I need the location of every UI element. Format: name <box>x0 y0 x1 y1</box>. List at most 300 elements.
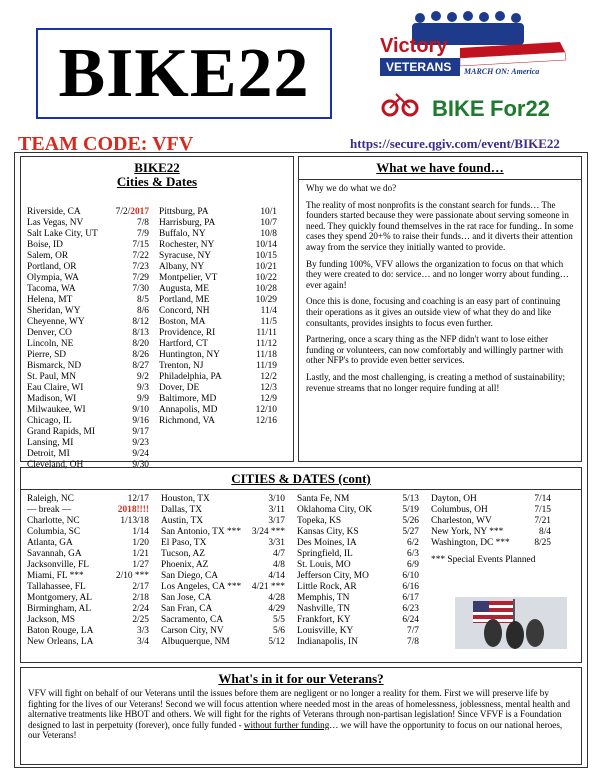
found-paragraph: Why we do what we do? <box>306 183 397 193</box>
city-date: 10/22 <box>255 273 277 283</box>
city-row <box>27 295 149 306</box>
city-date: 9/16 <box>132 416 149 426</box>
city-row <box>27 615 149 626</box>
city-row <box>159 284 277 295</box>
city-name: Portland, OR <box>27 262 77 272</box>
city-row <box>297 582 419 593</box>
city-name: Los Angeles, CA *** <box>161 582 242 592</box>
city-date: 11/18 <box>255 350 277 360</box>
city-row <box>297 604 419 615</box>
vets-text <box>28 688 576 741</box>
city-date: 4/21 *** <box>251 582 285 592</box>
city-date: 5/13 <box>402 494 419 504</box>
city-row <box>27 449 149 460</box>
city-name: Boise, ID <box>27 240 63 250</box>
city-name: Grand Rapids, MI <box>27 427 95 437</box>
city-date: 7/21 <box>534 516 551 526</box>
city-date: 7/8 <box>407 637 419 647</box>
city-date: 2/17 <box>132 582 149 592</box>
city-date: 5/19 <box>402 505 419 515</box>
city-date: 3/4 <box>137 637 149 647</box>
city-row <box>27 571 149 582</box>
city-date: 6/10 <box>402 571 419 581</box>
city-date: 3/11 <box>268 505 285 515</box>
city-date: 10/14 <box>255 240 277 250</box>
city-name: Olympia, WA <box>27 273 79 283</box>
city-date: 7/9 <box>137 229 149 239</box>
city-date: 6/3 <box>407 549 419 559</box>
city-date: 10/15 <box>255 251 277 261</box>
city-row <box>27 350 149 361</box>
found-heading: What we have found… <box>376 160 504 175</box>
city-name: Atlanta, GA <box>27 538 73 548</box>
city-name: Providence, RI <box>159 328 216 338</box>
city-name: San Diego, CA <box>161 571 219 581</box>
cont-column-1 <box>27 494 149 648</box>
city-date: 7/14 <box>534 494 551 504</box>
city-name: Dover, DE <box>159 383 200 393</box>
city-name: Phoenix, AZ <box>161 560 209 570</box>
city-row <box>297 560 419 571</box>
found-paragraph: The reality of most nonprofits is the constant search for funds… The founders started because they were passionate about serving someone in need. They quickly found themselves in the rat race for funding.. In some cases they spend 20+% to raise their funds… and it diverts their attention away from the service they initially wanted to provide. <box>306 199 574 252</box>
city-name: Salt Lake City, UT <box>27 229 98 239</box>
city-row <box>297 527 419 538</box>
city-date: 4/14 <box>268 571 285 581</box>
city-name: Riverside, CA <box>27 207 81 217</box>
city-name: Tucson, AZ <box>161 549 205 559</box>
city-date: 9/17 <box>132 427 149 437</box>
city-row <box>161 615 285 626</box>
city-name: Huntington, NY <box>159 350 220 360</box>
city-name: Savannah, GA <box>27 549 82 559</box>
cities-dates-box <box>20 156 294 470</box>
city-row <box>297 626 419 637</box>
logo-text-veterans: VETERANS <box>386 60 452 74</box>
city-date: 7/8 <box>137 218 149 228</box>
city-row <box>27 549 149 560</box>
city-name: Dayton, OH <box>431 494 477 504</box>
city-name: Nashville, TN <box>297 604 350 614</box>
cities-list-left <box>27 207 149 471</box>
city-name: Pierre, SD <box>27 350 67 360</box>
found-text <box>306 183 576 399</box>
city-name: Louisville, KY <box>297 626 354 636</box>
city-date: 2/18 <box>132 593 149 603</box>
donation-link[interactable]: https://secure.qgiv.com/event/BIKE22 <box>350 136 560 151</box>
city-name: — break — <box>27 505 72 515</box>
city-row <box>159 416 277 427</box>
city-row <box>27 637 149 648</box>
cities-heading-2: Cities & Dates <box>116 174 198 189</box>
city-date: 1/14 <box>132 527 149 537</box>
cont-column-2 <box>161 494 285 648</box>
city-date: 7/29 <box>132 273 149 283</box>
city-date: 4/8 <box>273 560 285 570</box>
city-row <box>161 560 285 571</box>
city-row <box>161 571 285 582</box>
city-name: San Antonio, TX *** <box>161 527 242 537</box>
city-date: 10/1 <box>260 207 277 217</box>
city-row <box>27 527 149 538</box>
city-name: Baton Rouge, LA <box>27 626 94 636</box>
city-date: 8/25 <box>534 538 551 548</box>
city-name: Baltimore, MD <box>159 394 217 404</box>
city-date: 7/22 <box>132 251 149 261</box>
city-date: 7/15 <box>534 505 551 515</box>
city-row <box>431 538 551 549</box>
city-name: Sacramento, CA <box>161 615 223 625</box>
found-paragraph: Lastly, and the most challenging, is creating a method of sustainability; revenue streams that no longer require funding at all! <box>306 371 566 393</box>
city-row <box>161 626 285 637</box>
city-date: 3/31 <box>268 538 285 548</box>
city-row <box>159 306 277 317</box>
cont-heading: CITIES & DATES (cont) <box>231 471 371 486</box>
city-name: El Paso, TX <box>161 538 207 548</box>
cont-column-3 <box>297 494 419 648</box>
city-name: Las Vegas, NV <box>27 218 84 228</box>
city-row <box>27 306 149 317</box>
city-name: St. Paul, MN <box>27 372 76 382</box>
city-row <box>27 229 149 240</box>
city-name: Bismarck, ND <box>27 361 82 371</box>
city-date: 2018!!!! <box>117 505 149 515</box>
cities-list-right <box>159 207 277 471</box>
city-date: 6/24 <box>402 615 419 625</box>
title-box <box>36 28 332 119</box>
city-name: Hartford, CT <box>159 339 208 349</box>
city-date: 1/20 <box>132 538 149 548</box>
city-row <box>297 549 419 560</box>
city-name: Trenton, NJ <box>159 361 204 371</box>
vets-text-underlined: without further funding <box>243 719 330 730</box>
page-title: BIKE22 <box>58 34 310 112</box>
city-date: 6/23 <box>402 604 419 614</box>
city-row <box>27 328 149 339</box>
city-row <box>27 262 149 273</box>
city-row <box>27 505 149 516</box>
city-name: Dallas, TX <box>161 505 202 515</box>
city-row <box>159 218 277 229</box>
city-name: Sheridan, WY <box>27 306 81 316</box>
city-date: 2/24 <box>132 604 149 614</box>
city-row <box>27 218 149 229</box>
city-row <box>27 405 149 416</box>
city-row <box>159 317 277 328</box>
city-row <box>159 328 277 339</box>
city-date: 12/17 <box>127 494 149 504</box>
city-row <box>297 494 419 505</box>
city-row <box>161 494 285 505</box>
city-row <box>27 251 149 262</box>
city-name: Chicago, IL <box>27 416 72 426</box>
city-date: 8/27 <box>132 361 149 371</box>
city-date: 12/9 <box>260 394 277 404</box>
city-row <box>159 273 277 284</box>
city-name: Pittsburg, PA <box>159 207 209 217</box>
city-name: Buffalo, NY <box>159 229 206 239</box>
city-row <box>27 317 149 328</box>
city-row <box>431 516 551 527</box>
city-date: 4/7 <box>273 549 285 559</box>
city-name: Kansas City, KS <box>297 527 359 537</box>
city-date: 8/4 <box>539 527 551 537</box>
vets-text-end: … we will have the opportunity to focus on our national heroes, our Veterans! <box>28 719 563 741</box>
city-name: Concord, NH <box>159 306 210 316</box>
city-date: 3/17 <box>268 516 285 526</box>
city-name: Syracuse, NY <box>159 251 212 261</box>
city-name: Tallahassee, FL <box>27 582 86 592</box>
city-row <box>297 505 419 516</box>
city-date: 10/29 <box>255 295 277 305</box>
first-date-prefix: 7/2/ <box>115 207 131 217</box>
special-events-note: *** Special Events Planned <box>431 555 536 565</box>
city-row <box>27 626 149 637</box>
city-row <box>27 427 149 438</box>
city-row <box>159 383 277 394</box>
city-name: San Jose, CA <box>161 593 212 603</box>
city-date: 8/26 <box>132 350 149 360</box>
city-name: Annapolis, MD <box>159 405 218 415</box>
city-name: Columbia, SC <box>27 527 81 537</box>
city-row <box>159 394 277 405</box>
team-code: TEAM CODE: VFV <box>18 133 194 155</box>
logo-text-for22: For22 <box>490 96 550 121</box>
city-row <box>161 549 285 560</box>
city-date: 7/7 <box>407 626 419 636</box>
city-row <box>297 637 419 648</box>
city-row <box>159 207 277 218</box>
city-date <box>116 207 149 218</box>
city-name: Lansing, MI <box>27 438 74 448</box>
city-name: Montgomery, AL <box>27 593 93 603</box>
found-paragraph: Once this is done, focusing and coaching is an easy part of continuing their operations as it gives an outside view of what they do and like consultants, provides insights to focus even further. <box>306 296 561 328</box>
city-date: 11/19 <box>255 361 277 371</box>
city-date: 5/6 <box>273 626 285 636</box>
city-name: Cleveland, OH <box>27 460 84 470</box>
city-row <box>27 372 149 383</box>
city-row <box>27 207 149 218</box>
city-row <box>27 516 149 527</box>
city-date: 7/15 <box>132 240 149 250</box>
city-row <box>159 229 277 240</box>
city-date: 9/9 <box>137 394 149 404</box>
city-date: 6/17 <box>402 593 419 603</box>
city-date: 4/28 <box>268 593 285 603</box>
city-row <box>161 593 285 604</box>
city-date: 12/3 <box>260 383 277 393</box>
city-name: Rochester, NY <box>159 240 215 250</box>
city-date: 5/26 <box>402 516 419 526</box>
city-date: 2/25 <box>132 615 149 625</box>
city-name: Lincoln, NE <box>27 339 74 349</box>
city-row <box>161 505 285 516</box>
city-name: Cheyenne, WY <box>27 317 85 327</box>
city-name: Houston, TX <box>161 494 210 504</box>
city-row <box>27 438 149 449</box>
city-date: 9/10 <box>132 405 149 415</box>
city-date: 9/24 <box>132 449 149 459</box>
cities-heading-1: BIKE22 <box>134 160 180 175</box>
city-name: Miami, FL *** <box>27 571 84 581</box>
city-row <box>159 372 277 383</box>
city-date: 8/20 <box>132 339 149 349</box>
city-name: Washington, DC *** <box>431 538 510 548</box>
city-row <box>161 604 285 615</box>
city-date: 8/5 <box>137 295 149 305</box>
city-name: Milwaukee, WI <box>27 405 86 415</box>
city-date: 11/11 <box>256 328 277 338</box>
city-row <box>27 240 149 251</box>
victory-veterans-logo <box>360 8 580 128</box>
city-row <box>161 527 285 538</box>
city-row <box>27 560 149 571</box>
city-date: 6/16 <box>402 582 419 592</box>
city-name: Oklahoma City, OK <box>297 505 373 515</box>
city-name: Des Moines, IA <box>297 538 357 548</box>
city-date: 11/12 <box>255 339 277 349</box>
city-row <box>161 538 285 549</box>
city-row <box>159 262 277 273</box>
city-date: 12/2 <box>260 372 277 382</box>
city-row <box>297 571 419 582</box>
found-paragraph: Partnering, once a scary thing as the NFP didn't want to lose either funding or volunteers, can now comfortably and willingly partner with other NFP's to provide even better services. <box>306 334 564 366</box>
city-row <box>431 527 551 538</box>
city-row <box>159 350 277 361</box>
city-row <box>27 339 149 350</box>
city-row <box>27 416 149 427</box>
city-row <box>161 637 285 648</box>
city-name: St. Louis, MO <box>297 560 351 570</box>
city-name: Jacksonville, FL <box>27 560 89 570</box>
city-date: 9/2 <box>137 372 149 382</box>
city-name: Tacoma, WA <box>27 284 76 294</box>
city-row <box>27 273 149 284</box>
city-row <box>27 604 149 615</box>
city-row <box>27 538 149 549</box>
city-name: Topeka, KS <box>297 516 342 526</box>
logo-text-victory: Victory <box>380 35 448 57</box>
city-row <box>159 339 277 350</box>
city-row <box>27 593 149 604</box>
city-date: 1/21 <box>132 549 149 559</box>
city-name: Indianapolis, IN <box>297 637 358 647</box>
city-date: 2/10 *** <box>115 571 149 581</box>
city-row <box>297 516 419 527</box>
city-row <box>159 295 277 306</box>
city-row <box>431 505 551 516</box>
city-date: 3/10 <box>268 494 285 504</box>
city-row <box>161 582 285 593</box>
city-date: 10/8 <box>260 229 277 239</box>
city-date: 8/12 <box>132 317 149 327</box>
vets-heading: What's in it for our Veterans? <box>218 671 384 686</box>
logo-text-march: MARCH ON: America <box>464 67 540 76</box>
city-name: Little Rock, AR <box>297 582 357 592</box>
city-row <box>159 251 277 262</box>
city-name: Charlotte, NC <box>27 516 80 526</box>
city-name: Portland, ME <box>159 295 210 305</box>
city-name: Harrisburg, PA <box>159 218 216 228</box>
city-date: 3/3 <box>137 626 149 636</box>
city-name: New York, NY *** <box>431 527 504 537</box>
city-name: Frankfort, KY <box>297 615 351 625</box>
city-name: Madison, WI <box>27 394 77 404</box>
city-row <box>159 361 277 372</box>
city-date: 11/5 <box>260 317 277 327</box>
city-name: Detroit, MI <box>27 449 70 459</box>
city-date: 10/7 <box>260 218 277 228</box>
city-date: 9/23 <box>132 438 149 448</box>
city-date: 9/30 <box>132 460 149 470</box>
city-name: Jefferson City, MO <box>297 571 369 581</box>
city-date: 5/27 <box>402 527 419 537</box>
city-name: Jackson, MS <box>27 615 75 625</box>
city-name: Philadelphia, PA <box>159 372 222 382</box>
logo-text-bike: BIKE <box>432 96 485 121</box>
city-date: 6/9 <box>407 560 419 570</box>
city-name: Augusta, ME <box>159 284 209 294</box>
city-date: 1/13/18 <box>120 516 149 526</box>
city-date: 7/23 <box>132 262 149 272</box>
city-name: Albany, NY <box>159 262 205 272</box>
city-name: New Orleans, LA <box>27 637 94 647</box>
city-name: Raleigh, NC <box>27 494 74 504</box>
city-name: Charleston, WV <box>431 516 492 526</box>
city-name: Memphis, TN <box>297 593 350 603</box>
city-row <box>159 405 277 416</box>
city-row <box>27 361 149 372</box>
city-date: 12/16 <box>255 416 277 426</box>
city-date: 8/13 <box>132 328 149 338</box>
city-date: 10/21 <box>255 262 277 272</box>
city-date: 11/4 <box>260 306 277 316</box>
city-name: Helena, MT <box>27 295 73 305</box>
city-name: Springfield, IL <box>297 549 353 559</box>
city-row <box>27 383 149 394</box>
bike-icon <box>383 94 417 115</box>
city-name: San Fran, CA <box>161 604 213 614</box>
veterans-flag-photo <box>455 597 567 649</box>
city-date: 5/5 <box>273 615 285 625</box>
city-row <box>297 538 419 549</box>
first-date-year: 2017 <box>130 207 149 217</box>
city-name: Santa Fe, NM <box>297 494 350 504</box>
city-name: Albuquerque, NM <box>161 637 230 647</box>
city-date: 7/30 <box>132 284 149 294</box>
city-name: Boston, MA <box>159 317 206 327</box>
cont-column-4 <box>431 494 551 549</box>
city-date: 1/27 <box>132 560 149 570</box>
vets-text-main: VFV will fight on behalf of our Veterans until the issues before them are negligent or no longer a reality for them. First we will preserve life by fighting for the lives of our Veterans! Second we will focus attention where needed most in the areas of homelessness, joblessness, mental health and alternative treatments like HBOT and others. We will fight for the rights of Veterans through non-partisan legislation! Since VFVF is a Foundation designed to last in perpetuity (forever), once fully funded - <box>28 688 571 730</box>
city-date: 4/29 <box>268 604 285 614</box>
city-row <box>27 494 149 505</box>
city-date: 6/2 <box>407 538 419 548</box>
city-name: Carson City, NV <box>161 626 224 636</box>
city-date: 10/28 <box>255 284 277 294</box>
city-date: 9/3 <box>137 383 149 393</box>
city-date: 12/10 <box>255 405 277 415</box>
city-row <box>159 240 277 251</box>
city-row <box>161 516 285 527</box>
city-name: Montpelier, VT <box>159 273 218 283</box>
city-row <box>297 593 419 604</box>
city-name: Eau Claire, WI <box>27 383 84 393</box>
city-name: Austin, TX <box>161 516 204 526</box>
city-name: Richmond, VA <box>159 416 215 426</box>
city-name: Columbus, OH <box>431 505 488 515</box>
city-row <box>27 582 149 593</box>
found-paragraph: By funding 100%, VFV allows the organization to focus on that which they were created to do: service… and no longer worry about funding… ever again! <box>306 258 569 290</box>
